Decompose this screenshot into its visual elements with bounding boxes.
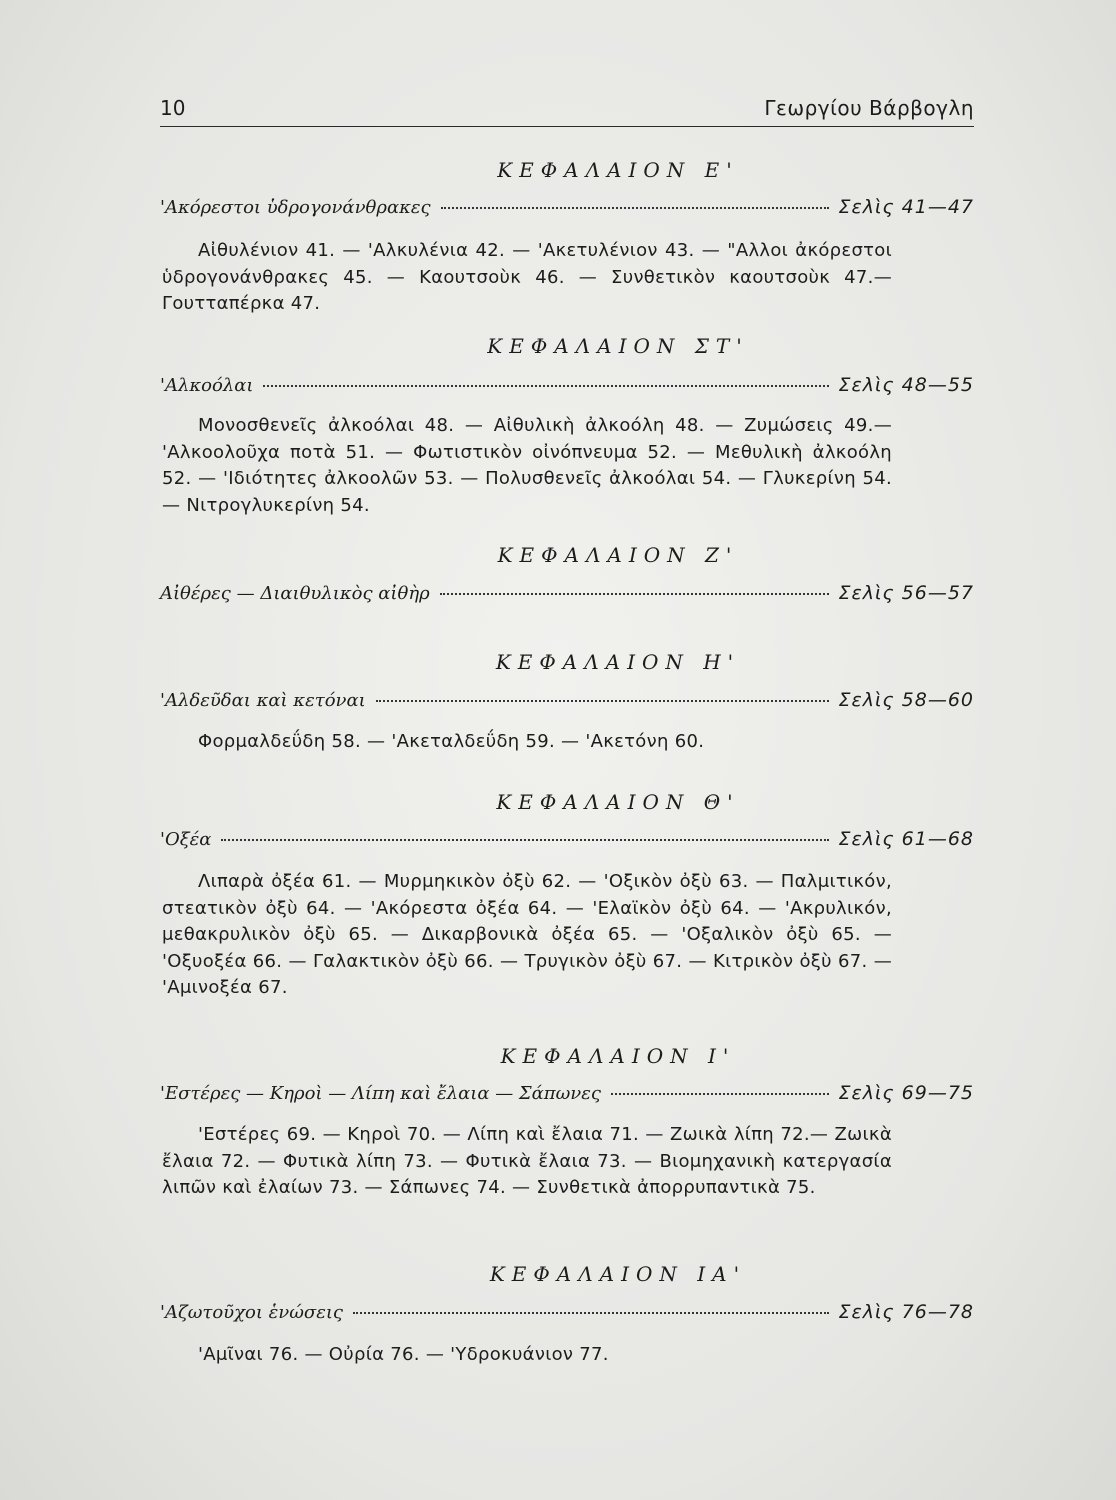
toc-entry	[160, 582, 974, 608]
dot-leader	[353, 1312, 828, 1314]
chapter-title: ΚΕΦΑΛΑΙΟΝ ΣΤ'	[487, 334, 749, 358]
dot-leader	[441, 207, 829, 209]
entry-pages: Σελὶς 48—55	[838, 374, 974, 396]
chapter-contents: Μονοσθενεῖς ἀλκοόλαι 48. — Αἰθυλικὴ ἀλκοόλη 48. — Ζυμώσεις 49.— 'Αλκοολοῦχα ποτὰ 51. — Φωτιστικὸν οἰνόπνευμα 52. — Μεθυλικὴ ἀλκοόλη 52. — 'Ιδιότητες ἀλκοολῶν 53. — Πολυσθενεῖς ἀλκοόλαι 54. — Γλυκερίνη 54.— Νιτρογλυκερίνη 54.	[162, 415, 892, 516]
chapter-contents: Λιπαρὰ ὀξέα 61. — Μυρμηκικὸν ὀξὺ 62. — 'Οξικὸν ὀξὺ 63. — Παλμιτικόν, στεατικὸν ὀξὺ 64. — 'Ακόρεστα ὀξέα 64. — 'Ελαϊκὸν ὀξὺ 64. — 'Ακρυλικόν, μεθακρυλικὸν ὀξὺ 65. — Δικαρβονικὰ ὀξέα 65. — 'Οξαλικὸν ὀξὺ 65. — 'Οξυοξέα 66. — Γαλακτικὸν ὀξὺ 66. — Τρυγικὸν ὀξὺ 67. — Κιτρικὸν ὀξὺ 67. — 'Αμινοξέα 67.	[162, 871, 892, 998]
entry-pages: Σελὶς 41—47	[838, 196, 974, 218]
dot-leader	[611, 1093, 829, 1095]
entry-pages: Σελὶς 76—78	[838, 1301, 974, 1323]
toc-entry	[160, 374, 974, 400]
chapter-contents: Φορμαλδεΰδη 58. — 'Ακεταλδεΰδη 59. — 'Ακετόνη 60.	[198, 731, 705, 752]
toc-entry	[160, 1301, 974, 1327]
entry-subject: 'Αζωτοῦχοι ἑνώσεις	[160, 1302, 344, 1323]
dot-leader	[440, 593, 829, 595]
dot-leader	[263, 385, 828, 387]
entry-subject: Αἰθέρες — Διαιθυλικὸς αἰθὴρ	[160, 583, 430, 604]
running-head: Γεωργίου Βάρβογλη	[764, 96, 974, 120]
entry-subject: 'Ακόρεστοι ὑδρογονάνθρακες	[160, 197, 431, 218]
chapter-title: ΚΕΦΑΛΑΙΟΝ Ι'	[500, 1044, 736, 1068]
dot-leader	[221, 839, 828, 841]
chapter-title: ΚΕΦΑΛΑΙΟΝ ΙΑ'	[489, 1262, 747, 1286]
entry-pages: Σελὶς 56—57	[838, 582, 974, 604]
entry-subject: 'Οξέα	[160, 829, 212, 850]
chapter-title: ΚΕΦΑΛΑΙΟΝ Θ'	[496, 790, 740, 814]
chapter-contents: Αἰθυλένιον 41. — 'Αλκυλένια 42. — 'Ακετυλένιον 43. — "Αλλοι ἀκόρεστοι ὑδρογονάνθρακες 45. — Καουτσοὺκ 46. — Συνθετικὸν καουτσοὺκ 47.— Γουτταπέρκα 47.	[162, 240, 892, 314]
toc-entry	[160, 1082, 974, 1108]
chapter-contents: 'Αμῖναι 76. — Οὐρία 76. — 'Υδροκυάνιον 77.	[198, 1344, 609, 1365]
chapter-title: ΚΕΦΑΛΑΙΟΝ Η'	[495, 650, 741, 674]
toc-entry	[160, 689, 974, 715]
entry-subject: 'Αλδεῦδαι καὶ κετόναι	[160, 690, 366, 711]
dot-leader	[376, 700, 829, 702]
entry-pages: Σελὶς 58—60	[838, 689, 974, 711]
page-number: 10	[160, 96, 186, 120]
chapter-title: ΚΕΦΑΛΑΙΟΝ Ζ'	[497, 543, 739, 567]
toc-entry	[160, 196, 974, 222]
chapter-contents: 'Εστέρες 69. — Κηροὶ 70. — Λίπη καὶ ἔλαια 71. — Ζωικὰ λίπη 72.— Ζωικὰ ἔλαια 72. — Φυτικὰ λίπη 73. — Φυτικὰ ἔλαια 73. — Βιομηχανικὴ κατεργασία λιπῶν καὶ ἐλαίων 73. — Σάπωνες 74. — Συνθετικὰ ἀπορρυπαντικὰ 75.	[162, 1124, 892, 1198]
entry-pages: Σελὶς 69—75	[838, 1082, 974, 1104]
chapter-title: ΚΕΦΑΛΑΙΟΝ Ε'	[497, 158, 739, 182]
entry-pages: Σελὶς 61—68	[838, 828, 974, 850]
page-header	[160, 96, 974, 127]
entry-subject: 'Αλκοόλαι	[160, 375, 254, 396]
entry-subject: 'Εστέρες — Κηροὶ — Λίπη καὶ ἔλαια — Σάπωνες	[160, 1083, 601, 1104]
toc-entry	[160, 828, 974, 854]
